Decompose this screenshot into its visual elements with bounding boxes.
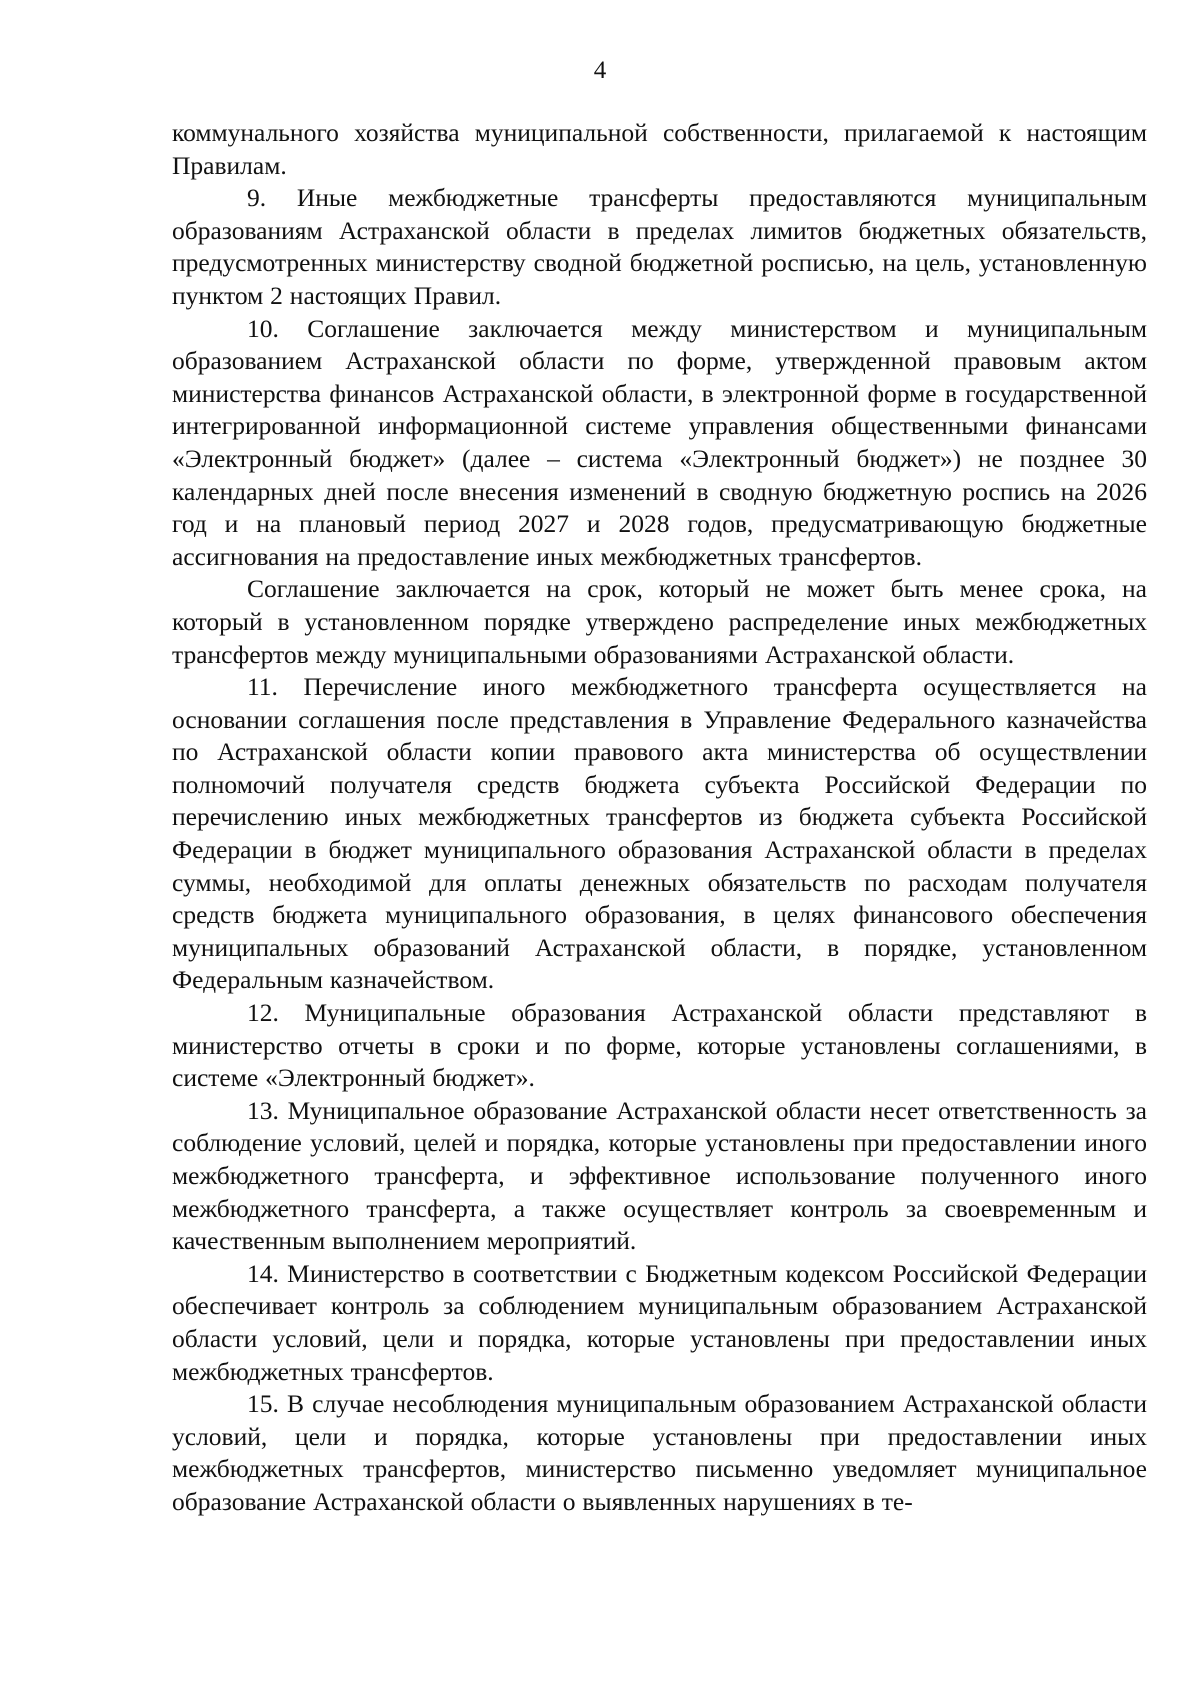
- document-body: [172, 117, 1147, 1519]
- paragraph-10: 10. Соглашение заключается между министерством и муниципальным образованием Астраханской области по форме, утвержденной правовым актом министерства финансов Астраханской области, в электронной форме в государственной интегрированной информационной системе управления общественными финансами «Электронный бюджет» (далее – система «Электронный бюджет») не позднее 30 календарных дней после внесения изменений в сводную бюджетную роспись на 2026 год и на плановый период 2027 и 2028 годов, предусматривающую бюджетные ассигнования на предоставление иных межбюджетных трансфертов.: [172, 313, 1147, 571]
- paragraph-11: 11. Перечисление иного межбюджетного трансферта осуществляется на основании соглашения после представления в Управление Федерального казначейства по Астраханской области копии правового акта министерства об осуществлении полномочий получателя средств бюджета субъекта Российской Федерации по перечислению иных межбюджетных трансфертов из бюджета субъекта Российской Федерации в бюджет муниципального образования Астраханской области в пределах суммы, необходимой для оплаты денежных обязательств по расходам получателя средств бюджета муниципального образования, в целях финансового обеспечения муниципальных образований Астраханской области, в порядке, установленном Федеральным казначейством.: [172, 672, 1147, 995]
- paragraph-15: 15. В случае несоблюдения муниципальным образованием Астраханской области условий, цели и порядка, которые установлены при предоставлении иных межбюджетных трансфертов, министерство письменно уведомляет муниципальное образование Астраханской области о выявленных нарушениях в те-: [172, 1389, 1147, 1516]
- paragraph-13: 13. Муниципальное образование Астраханской области несет ответственность за соблюдение условий, целей и порядка, которые установлены при предоставлении иного межбюджетного трансферта, и эффективное использование полученного иного межбюджетного трансферта, а также осуществляет контроль за своевременным и качественным выполнением мероприятий.: [172, 1095, 1147, 1256]
- paragraph-14: 14. Министерство в соответствии с Бюджетным кодексом Российской Федерации обеспечивает контроль за соблюдением муниципальным образованием Астраханской области условий, цели и порядка, которые установлены при предоставлении иных межбюджетных трансфертов.: [172, 1258, 1147, 1386]
- paragraph-continued: коммунального хозяйства муниципальной собственности, прилагаемой к настоящим Правилам.: [172, 118, 1147, 180]
- paragraph-9: 9. Иные межбюджетные трансферты предоставляются муниципальным образованиям Астраханской области в пределах лимитов бюджетных обязательств, предусмотренных министерству сводной бюджетной росписью, на цель, установленную пунктом 2 настоящих Правил.: [172, 183, 1147, 310]
- page-number: 4: [593, 57, 607, 84]
- paragraph-12: 12. Муниципальные образования Астраханской области представляют в министерство отчеты в сроки и по форме, которые установлены соглашениями, в системе «Электронный бюджет».: [172, 998, 1147, 1093]
- paragraph-10-continued: Соглашение заключается на срок, который не может быть менее срока, на который в установленном порядке утверждено распределение иных межбюджетных трансфертов между муниципальными образованиями Астраханской области.: [172, 574, 1147, 669]
